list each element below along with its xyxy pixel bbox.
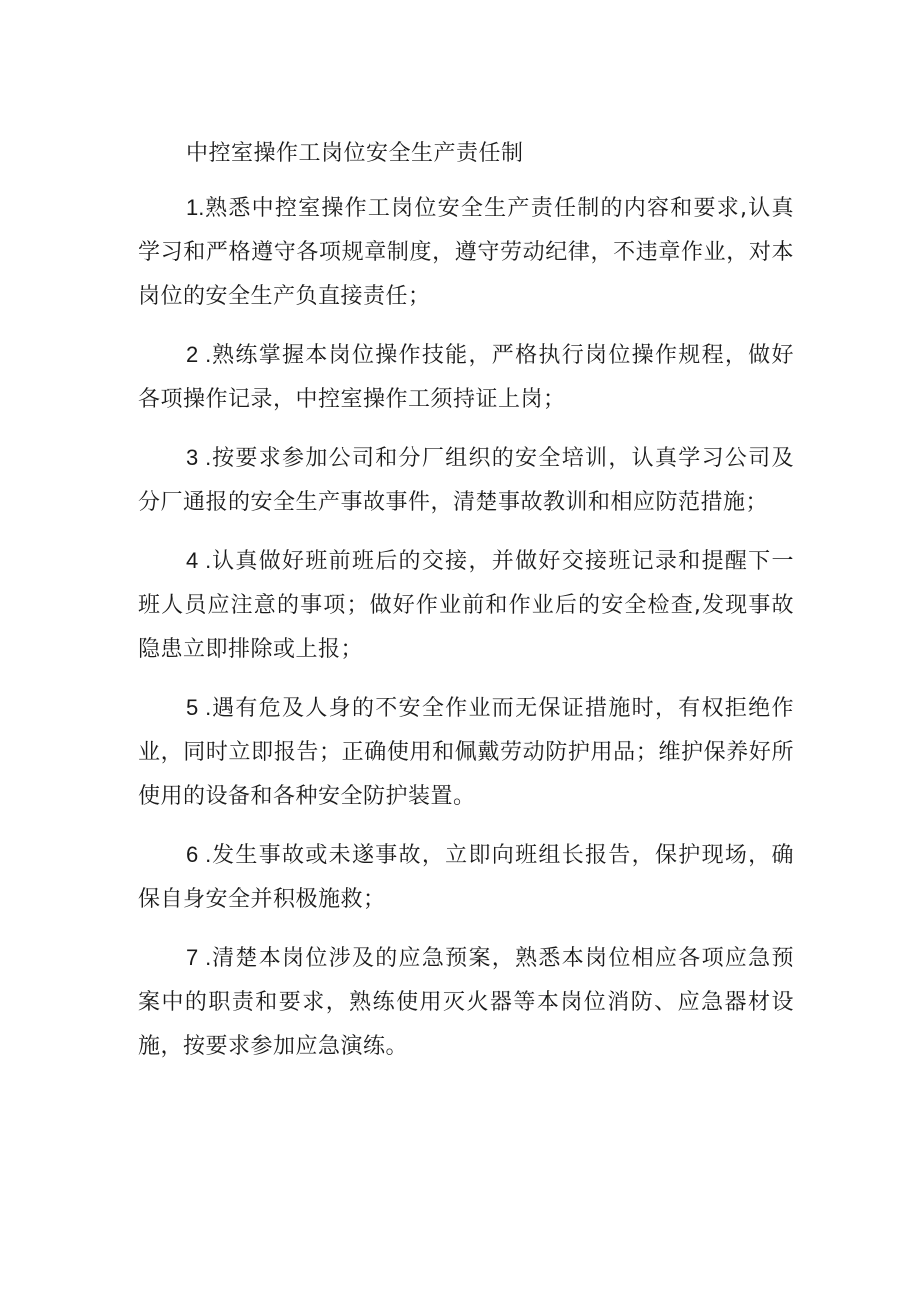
clause-3 <box>138 436 794 525</box>
clause-text: 按要求参加公司和分厂组织的安全培训，认真学习公司及分厂通报的安全生产事故事件，清楚事故教训和相应防范措施； <box>138 446 794 515</box>
clause-1 <box>138 186 794 319</box>
clause-text: 遇有危及人身的不安全作业而无保证措施时，有权拒绝作业，同时立即报告；正确使用和佩戴劳动防护用品；维护保养好所使用的设备和各种安全防护装置。 <box>138 696 794 809</box>
clause-number: 7 . <box>186 945 212 970</box>
clause-5 <box>138 686 794 819</box>
clause-text: 熟练掌握本岗位操作技能，严格执行岗位操作规程，做好各项操作记录，中控室操作工须持证上岗； <box>138 343 794 412</box>
clause-number: 6 . <box>186 842 212 867</box>
clause-number: 3 . <box>186 445 212 470</box>
clause-number: 1. <box>186 195 205 220</box>
clause-text: 清楚本岗位涉及的应急预案，熟悉本岗位相应各项应急预案中的职责和要求，熟练使用灭火器等本岗位消防、应急器材设施，按要求参加应急演练。 <box>138 946 794 1059</box>
document-title: 中控室操作工岗位安全生产责任制 <box>186 141 524 166</box>
clause-number: 2 . <box>186 342 212 367</box>
clause-4 <box>138 539 794 672</box>
clause-number: 5 . <box>186 695 212 720</box>
clause-text: 发生事故或未遂事故，立即向班组长报告，保护现场，确保自身安全并积极施救； <box>138 843 794 912</box>
clause-6 <box>138 833 794 922</box>
clause-text: 认真做好班前班后的交接，并做好交接班记录和提醒下一班人员应注意的事项；做好作业前和作业后的安全检查,发现事故隐患立即排除或上报； <box>138 549 794 662</box>
clause-text: 熟悉中控室操作工岗位安全生产责任制的内容和要求,认真学习和严格遵守各项规章制度，遵守劳动纪律，不违章作业，对本岗位的安全生产负直接责任； <box>138 196 794 309</box>
clause-number: 4 . <box>186 548 212 573</box>
document-body <box>138 132 794 1083</box>
clause-2 <box>138 333 794 422</box>
clause-7 <box>138 936 794 1069</box>
